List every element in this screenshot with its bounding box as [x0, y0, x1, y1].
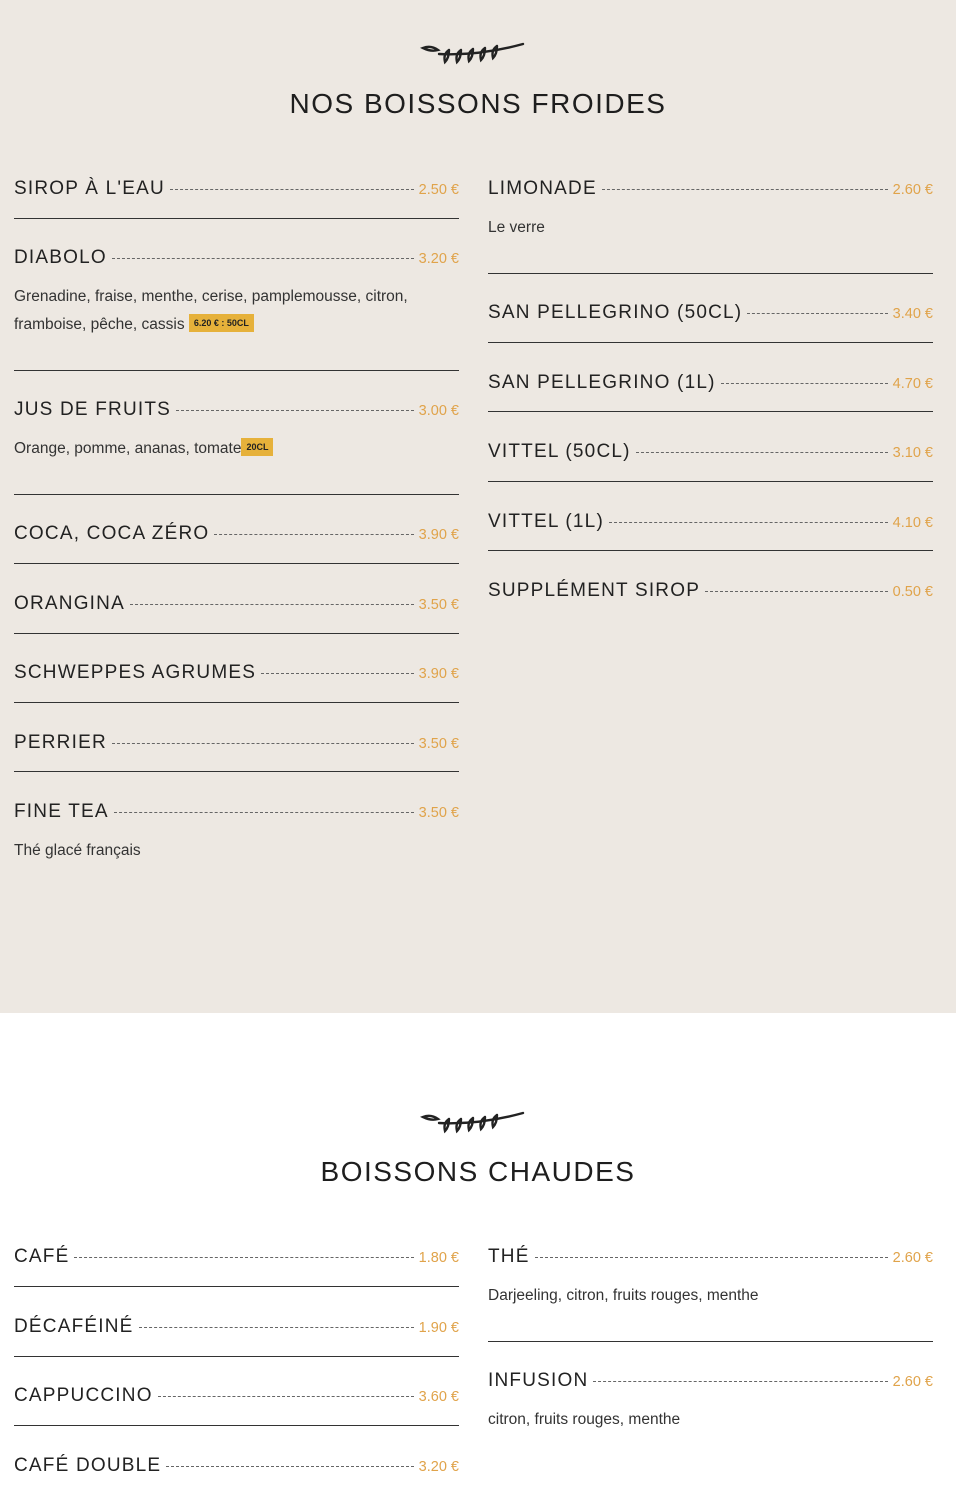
wheat-ornament-icon: [419, 40, 527, 68]
dot-leader: [166, 1466, 413, 1467]
item-description: Orange, pomme, ananas, tomate: [14, 440, 242, 457]
divider: [14, 370, 459, 371]
item-name: VITTEL (1L): [488, 511, 604, 532]
divider: [14, 771, 459, 772]
wheat-ornament-icon: [419, 1109, 527, 1137]
item-name: SAN PELLEGRINO (1L): [488, 372, 716, 393]
dot-leader: [176, 410, 414, 411]
item-name: SUPPLÉMENT SIROP: [488, 580, 701, 601]
item-name: DÉCAFÉINÉ: [14, 1316, 134, 1337]
menu-item: [14, 732, 459, 758]
dot-leader: [139, 1327, 414, 1328]
item-description: Grenadine, fraise, menthe, cerise, pamplemousse, citron, framboise, pêche, cassis: [14, 288, 408, 333]
menu-item: [14, 1455, 459, 1481]
dot-leader: [636, 452, 888, 453]
menu-item: [488, 580, 933, 606]
dot-leader: [170, 189, 414, 190]
item-description: Le verre: [488, 219, 545, 236]
item-name: CAPPUCCINO: [14, 1385, 153, 1406]
divider: [488, 1341, 933, 1342]
item-name: FINE TEA: [14, 801, 109, 822]
item-price: 3.50 €: [418, 805, 459, 821]
divider: [14, 563, 459, 564]
item-price: 3.40 €: [892, 306, 933, 322]
item-description: Thé glacé français: [14, 842, 141, 859]
item-price: 3.90 €: [418, 666, 459, 682]
item-name: INFUSION: [488, 1370, 589, 1391]
menu-item: [488, 1370, 933, 1434]
item-name: PERRIER: [14, 732, 107, 753]
size-badge: 6.20 € : 50CL: [189, 314, 254, 332]
item-price: 3.90 €: [418, 527, 459, 543]
dot-leader: [261, 673, 414, 674]
menu-item: [14, 801, 459, 865]
divider: [14, 494, 459, 495]
dot-leader: [130, 604, 414, 605]
item-name: VITTEL (50CL): [488, 441, 631, 462]
item-name: CAFÉ DOUBLE: [14, 1455, 162, 1476]
item-price: 3.60 €: [418, 1389, 459, 1405]
menu-item: [488, 441, 933, 467]
item-price: 2.50 €: [418, 182, 459, 198]
item-price: 2.60 €: [892, 1250, 933, 1266]
divider: [14, 218, 459, 219]
item-name: COCA, COCA ZÉRO: [14, 523, 210, 544]
item-price: 3.20 €: [418, 251, 459, 267]
menu-item: [14, 399, 459, 463]
dot-leader: [158, 1396, 414, 1397]
item-price: 3.50 €: [418, 736, 459, 752]
item-name: CAFÉ: [14, 1246, 70, 1267]
item-description: citron, fruits rouges, menthe: [488, 1411, 681, 1428]
menu-item: [14, 662, 459, 688]
divider: [14, 633, 459, 634]
dot-leader: [112, 743, 414, 744]
dot-leader: [74, 1257, 413, 1258]
menu-item: [14, 247, 459, 339]
item-price: 2.60 €: [892, 1374, 933, 1390]
dot-leader: [721, 383, 888, 384]
dot-leader: [112, 258, 414, 259]
divider: [488, 273, 933, 274]
item-price: 0.50 €: [892, 584, 933, 600]
cold-section-title: NOS BOISSONS FROIDES: [289, 88, 667, 119]
item-description: Darjeeling, citron, fruits rouges, menthe: [488, 1287, 759, 1304]
divider: [14, 702, 459, 703]
divider: [488, 342, 933, 343]
menu-item: [14, 178, 459, 204]
menu-item: [14, 593, 459, 619]
menu-item: [14, 1316, 459, 1342]
item-price: 3.50 €: [418, 597, 459, 613]
menu-item: [488, 372, 933, 398]
menu-item: [488, 302, 933, 328]
dot-leader: [602, 189, 888, 190]
dot-leader: [535, 1257, 888, 1258]
menu-item: [488, 1246, 933, 1310]
divider: [488, 411, 933, 412]
item-price: 4.70 €: [892, 376, 933, 392]
dot-leader: [214, 534, 413, 535]
item-price: 1.90 €: [418, 1320, 459, 1336]
item-name: SAN PELLEGRINO (50CL): [488, 302, 743, 323]
size-badge: 20CL: [241, 438, 273, 456]
divider: [14, 1425, 459, 1426]
item-name: THÉ: [488, 1246, 530, 1267]
dot-leader: [609, 522, 888, 523]
dot-leader: [747, 313, 887, 314]
item-name: SCHWEPPES AGRUMES: [14, 662, 257, 683]
item-price: 4.10 €: [892, 515, 933, 531]
item-price: 3.00 €: [418, 403, 459, 419]
item-name: SIROP À L'EAU: [14, 178, 165, 199]
divider: [488, 481, 933, 482]
menu-item: [14, 1385, 459, 1411]
menu-item: [488, 511, 933, 537]
item-price: 3.10 €: [892, 445, 933, 461]
item-price: 2.60 €: [892, 182, 933, 198]
hot-section-title: BOISSONS CHAUDES: [320, 1156, 636, 1187]
divider: [488, 550, 933, 551]
hot-drinks-section: [0, 1013, 956, 1500]
menu-item: [488, 178, 933, 242]
item-price: 3.20 €: [418, 1459, 459, 1475]
divider: [14, 1286, 459, 1287]
divider: [14, 1356, 459, 1357]
menu-item: [14, 523, 459, 549]
item-name: ORANGINA: [14, 593, 125, 614]
item-name: JUS DE FRUITS: [14, 399, 172, 420]
item-name: LIMONADE: [488, 178, 597, 199]
dot-leader: [705, 591, 888, 592]
item-price: 1.80 €: [418, 1250, 459, 1266]
menu-item: [14, 1246, 459, 1272]
dot-leader: [114, 812, 414, 813]
item-name: DIABOLO: [14, 247, 107, 268]
dot-leader: [593, 1381, 887, 1382]
